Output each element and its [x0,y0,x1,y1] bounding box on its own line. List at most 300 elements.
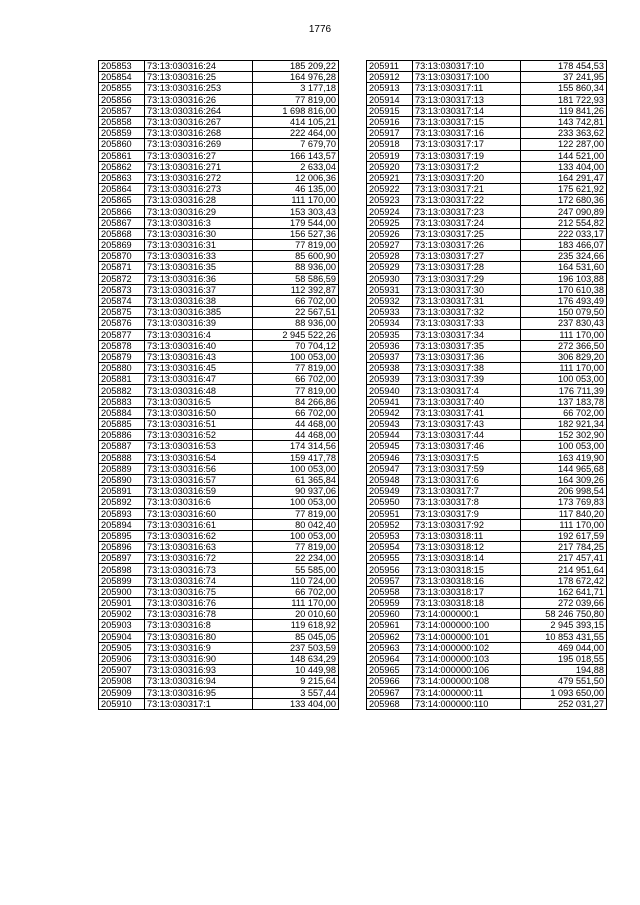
cadastral-number-cell: 73:13:030316:8 [145,620,253,631]
row-number-cell: 205932 [367,295,413,306]
cadastral-number-cell: 73:13:030316:36 [145,273,253,284]
table-row [99,452,339,463]
table-row [99,441,339,452]
value-cell: 170 610,38 [521,284,607,295]
cadastral-number-cell: 73:13:030316:31 [145,240,253,251]
cadastral-number-cell: 73:13:030316:90 [145,653,253,664]
value-cell: 166 143,57 [253,150,339,161]
table-row [367,631,607,642]
table-row [99,340,339,351]
value-cell: 110 724,00 [253,575,339,586]
cadastral-number-cell: 73:13:030317:2 [413,161,521,172]
row-number-cell: 205943 [367,419,413,430]
value-cell: 152 302,90 [521,430,607,441]
table-row [367,653,607,664]
cadastral-number-cell: 73:13:030316:75 [145,586,253,597]
row-number-cell: 205897 [99,553,145,564]
table-row [367,698,607,709]
value-cell: 77 819,00 [253,542,339,553]
cadastral-number-cell: 73:13:030316:61 [145,519,253,530]
table-row [367,396,607,407]
table-row [367,161,607,172]
cadastral-number-cell: 73:13:030317:13 [413,94,521,105]
table-row [367,452,607,463]
value-cell: 44 468,00 [253,419,339,430]
table-row [367,251,607,262]
row-number-cell: 205853 [99,61,145,72]
table-row [367,94,607,105]
row-number-cell: 205941 [367,396,413,407]
cadastral-number-cell: 73:13:030317:20 [413,172,521,183]
value-cell: 66 702,00 [253,295,339,306]
table-row [99,206,339,217]
table-row [367,262,607,273]
row-number-cell: 205862 [99,161,145,172]
value-cell: 12 006,36 [253,172,339,183]
cadastral-number-cell: 73:13:030317:34 [413,329,521,340]
value-cell: 100 053,00 [521,441,607,452]
cadastral-number-cell: 73:14:000000:101 [413,631,521,642]
table-row [99,609,339,620]
row-number-cell: 205868 [99,228,145,239]
cadastral-number-cell: 73:13:030316:264 [145,105,253,116]
table-row [367,228,607,239]
cadastral-number-cell: 73:14:000000:106 [413,665,521,676]
cadastral-number-cell: 73:13:030316:48 [145,385,253,396]
table-row [367,687,607,698]
table-row [367,575,607,586]
table-row [99,161,339,172]
row-number-cell: 205967 [367,687,413,698]
cadastral-number-cell: 73:13:030316:45 [145,363,253,374]
cadastral-number-cell: 73:13:030317:35 [413,340,521,351]
value-cell: 137 183,78 [521,396,607,407]
row-number-cell: 205924 [367,206,413,217]
table-row [367,340,607,351]
table-row [99,497,339,508]
cadastral-number-cell: 73:13:030316:267 [145,116,253,127]
value-cell: 3 177,18 [253,83,339,94]
table-row [99,508,339,519]
row-number-cell: 205869 [99,240,145,251]
row-number-cell: 205876 [99,318,145,329]
row-number-cell: 205901 [99,598,145,609]
value-cell: 212 554,82 [521,217,607,228]
table-row [367,139,607,150]
value-cell: 77 819,00 [253,385,339,396]
value-cell: 100 053,00 [253,351,339,362]
table-row [99,486,339,497]
row-number-cell: 205934 [367,318,413,329]
table-row [99,284,339,295]
row-number-cell: 205931 [367,284,413,295]
value-cell: 178 454,53 [521,61,607,72]
cadastral-number-cell: 73:14:000000:108 [413,676,521,687]
cadastral-number-cell: 73:13:030316:47 [145,374,253,385]
cadastral-number-cell: 73:13:030317:40 [413,396,521,407]
table-row [99,519,339,530]
value-cell: 237 503,59 [253,642,339,653]
value-cell: 10 853 431,55 [521,631,607,642]
cadastral-number-cell: 73:13:030317:31 [413,295,521,306]
row-number-cell: 205944 [367,430,413,441]
table-row [367,609,607,620]
row-number-cell: 205881 [99,374,145,385]
row-number-cell: 205946 [367,452,413,463]
value-cell: 164 976,28 [253,72,339,83]
value-cell: 164 309,26 [521,474,607,485]
value-cell: 156 527,36 [253,228,339,239]
row-number-cell: 205933 [367,307,413,318]
row-number-cell: 205882 [99,385,145,396]
value-cell: 150 079,50 [521,307,607,318]
row-number-cell: 205889 [99,463,145,474]
row-number-cell: 205968 [367,698,413,709]
value-cell: 88 936,00 [253,318,339,329]
cadastral-number-cell: 73:13:030316:30 [145,228,253,239]
value-cell: 22 567,51 [253,307,339,318]
row-number-cell: 205918 [367,139,413,150]
row-number-cell: 205898 [99,564,145,575]
row-number-cell: 205885 [99,419,145,430]
cadastral-number-cell: 73:13:030318:11 [413,530,521,541]
table-row [367,441,607,452]
row-number-cell: 205962 [367,631,413,642]
table-row [99,72,339,83]
value-cell: 1 698 816,00 [253,105,339,116]
cadastral-number-cell: 73:13:030316:80 [145,631,253,642]
cadastral-number-cell: 73:13:030317:23 [413,206,521,217]
row-number-cell: 205930 [367,273,413,284]
cadastral-number-cell: 73:13:030316:59 [145,486,253,497]
table-row [367,407,607,418]
value-cell: 100 053,00 [253,463,339,474]
cadastral-number-cell: 73:13:030317:33 [413,318,521,329]
value-cell: 2 945 393,15 [521,620,607,631]
cadastral-number-cell: 73:13:030316:33 [145,251,253,262]
row-number-cell: 205867 [99,217,145,228]
table-row [99,318,339,329]
table-row [99,542,339,553]
value-cell: 2 945 522,26 [253,329,339,340]
row-number-cell: 205953 [367,530,413,541]
value-cell: 85 600,90 [253,251,339,262]
cadastral-number-cell: 73:13:030316:26 [145,94,253,105]
table-row [99,553,339,564]
table-row [367,665,607,676]
table-row [99,385,339,396]
row-number-cell: 205942 [367,407,413,418]
value-cell: 77 819,00 [253,94,339,105]
value-cell: 66 702,00 [253,407,339,418]
row-number-cell: 205950 [367,497,413,508]
row-number-cell: 205893 [99,508,145,519]
cadastral-number-cell: 73:13:030316:54 [145,452,253,463]
value-cell: 174 314,56 [253,441,339,452]
row-number-cell: 205959 [367,598,413,609]
value-cell: 178 672,42 [521,575,607,586]
value-cell: 155 860,34 [521,83,607,94]
cadastral-number-cell: 73:14:000000:1 [413,609,521,620]
table-row [367,150,607,161]
page-number: 1776 [308,24,332,35]
value-cell: 144 965,68 [521,463,607,474]
value-cell: 22 234,00 [253,553,339,564]
value-cell: 176 711,39 [521,385,607,396]
value-cell: 44 468,00 [253,430,339,441]
table-row [367,61,607,72]
table-row [367,676,607,687]
cadastral-number-cell: 73:13:030316:253 [145,83,253,94]
value-cell: 80 042,40 [253,519,339,530]
row-number-cell: 205927 [367,240,413,251]
value-cell: 77 819,00 [253,240,339,251]
value-cell: 133 404,00 [521,161,607,172]
cadastral-number-cell: 73:13:030317:27 [413,251,521,262]
row-number-cell: 205929 [367,262,413,273]
table-row [99,150,339,161]
row-number-cell: 205965 [367,665,413,676]
cadastral-number-cell: 73:13:030317:15 [413,116,521,127]
row-number-cell: 205904 [99,631,145,642]
table-row [99,240,339,251]
row-number-cell: 205913 [367,83,413,94]
cadastral-number-cell: 73:13:030316:73 [145,564,253,575]
cadastral-number-cell: 73:13:030317:28 [413,262,521,273]
row-number-cell: 205854 [99,72,145,83]
table-row [99,116,339,127]
row-number-cell: 205951 [367,508,413,519]
row-number-cell: 205857 [99,105,145,116]
row-number-cell: 205920 [367,161,413,172]
cadastral-number-cell: 73:13:030317:38 [413,363,521,374]
row-number-cell: 205940 [367,385,413,396]
cadastral-number-cell: 73:13:030316:95 [145,687,253,698]
value-cell: 133 404,00 [253,698,339,709]
table-row [99,698,339,709]
cadastral-number-cell: 73:14:000000:100 [413,620,521,631]
row-number-cell: 205952 [367,519,413,530]
cadastral-number-cell: 73:13:030316:272 [145,172,253,183]
value-cell: 100 053,00 [253,530,339,541]
cadastral-number-cell: 73:13:030318:15 [413,564,521,575]
cadastral-number-cell: 73:14:000000:103 [413,653,521,664]
table-row [99,273,339,284]
row-number-cell: 205860 [99,139,145,150]
right-table-body [367,61,607,710]
value-cell: 235 324,66 [521,251,607,262]
value-cell: 66 702,00 [253,374,339,385]
table-row [367,508,607,519]
cadastral-number-cell: 73:13:030316:25 [145,72,253,83]
row-number-cell: 205954 [367,542,413,553]
row-number-cell: 205878 [99,340,145,351]
left-table [98,60,339,710]
table-row [367,206,607,217]
cadastral-number-cell: 73:13:030318:14 [413,553,521,564]
row-number-cell: 205895 [99,530,145,541]
table-row [99,251,339,262]
value-cell: 20 010,60 [253,609,339,620]
row-number-cell: 205865 [99,195,145,206]
table-row [367,642,607,653]
table-row [99,575,339,586]
row-number-cell: 205910 [99,698,145,709]
row-number-cell: 205907 [99,665,145,676]
row-number-cell: 205911 [367,61,413,72]
cadastral-number-cell: 73:13:030317:7 [413,486,521,497]
value-cell: 111 170,00 [521,363,607,374]
table-row [99,61,339,72]
row-number-cell: 205917 [367,128,413,139]
value-cell: 206 998,54 [521,486,607,497]
value-cell: 217 457,41 [521,553,607,564]
cadastral-number-cell: 73:13:030318:18 [413,598,521,609]
value-cell: 117 840,20 [521,508,607,519]
cadastral-number-cell: 73:13:030317:59 [413,463,521,474]
row-number-cell: 205890 [99,474,145,485]
value-cell: 195 018,55 [521,653,607,664]
table-row [367,564,607,575]
value-cell: 111 170,00 [253,598,339,609]
cadastral-number-cell: 73:13:030316:74 [145,575,253,586]
value-cell: 173 769,83 [521,497,607,508]
row-number-cell: 205937 [367,351,413,362]
table-row [99,374,339,385]
cadastral-number-cell: 73:13:030317:4 [413,385,521,396]
value-cell: 252 031,27 [521,698,607,709]
row-number-cell: 205928 [367,251,413,262]
row-number-cell: 205909 [99,687,145,698]
table-row [367,486,607,497]
value-cell: 46 135,00 [253,184,339,195]
cadastral-number-cell: 73:13:030317:1 [145,698,253,709]
row-number-cell: 205863 [99,172,145,183]
row-number-cell: 205935 [367,329,413,340]
cadastral-number-cell: 73:13:030317:92 [413,519,521,530]
cadastral-number-cell: 73:13:030316:35 [145,262,253,273]
value-cell: 7 679,70 [253,139,339,150]
table-row [367,284,607,295]
value-cell: 84 266,86 [253,396,339,407]
table-row [367,172,607,183]
cadastral-number-cell: 73:13:030316:78 [145,609,253,620]
cadastral-number-cell: 73:13:030316:29 [145,206,253,217]
table-row [99,351,339,362]
value-cell: 182 921,34 [521,419,607,430]
cadastral-number-cell: 73:13:030317:36 [413,351,521,362]
value-cell: 77 819,00 [253,363,339,374]
value-cell: 192 617,59 [521,530,607,541]
value-cell: 148 634,29 [253,653,339,664]
cadastral-number-cell: 73:13:030316:273 [145,184,253,195]
table-row [367,374,607,385]
table-row [99,598,339,609]
cadastral-number-cell: 73:13:030316:60 [145,508,253,519]
value-cell: 61 365,84 [253,474,339,485]
row-number-cell: 205921 [367,172,413,183]
cadastral-number-cell: 73:13:030317:24 [413,217,521,228]
value-cell: 88 936,00 [253,262,339,273]
row-number-cell: 205899 [99,575,145,586]
cadastral-number-cell: 73:14:000000:11 [413,687,521,698]
table-row [367,474,607,485]
table-row [99,463,339,474]
cadastral-number-cell: 73:13:030316:40 [145,340,253,351]
cadastral-number-cell: 73:13:030316:38 [145,295,253,306]
value-cell: 119 841,26 [521,105,607,116]
row-number-cell: 205879 [99,351,145,362]
table-row [367,497,607,508]
row-number-cell: 205870 [99,251,145,262]
value-cell: 194,88 [521,665,607,676]
value-cell: 306 829,20 [521,351,607,362]
value-cell: 100 053,00 [521,374,607,385]
row-number-cell: 205886 [99,430,145,441]
row-number-cell: 205939 [367,374,413,385]
table-row [99,262,339,273]
table-row [99,530,339,541]
cadastral-number-cell: 73:13:030316:269 [145,139,253,150]
value-cell: 111 170,00 [521,519,607,530]
row-number-cell: 205891 [99,486,145,497]
row-number-cell: 205916 [367,116,413,127]
cadastral-number-cell: 73:13:030316:62 [145,530,253,541]
value-cell: 175 621,92 [521,184,607,195]
cadastral-number-cell: 73:13:030316:385 [145,307,253,318]
row-number-cell: 205926 [367,228,413,239]
value-cell: 414 105,21 [253,116,339,127]
row-number-cell: 205892 [99,497,145,508]
value-cell: 58 246 750,80 [521,609,607,620]
value-cell: 181 722,93 [521,94,607,105]
table-row [367,128,607,139]
row-number-cell: 205905 [99,642,145,653]
row-number-cell: 205872 [99,273,145,284]
value-cell: 222 464,00 [253,128,339,139]
table-row [99,228,339,239]
table-row [367,72,607,83]
cadastral-number-cell: 73:13:030317:5 [413,452,521,463]
table-row [99,217,339,228]
value-cell: 153 303,43 [253,206,339,217]
value-cell: 122 287,00 [521,139,607,150]
row-number-cell: 205919 [367,150,413,161]
cadastral-number-cell: 73:13:030316:50 [145,407,253,418]
table-row [99,687,339,698]
cadastral-number-cell: 73:13:030316:28 [145,195,253,206]
value-cell: 159 417,78 [253,452,339,463]
value-cell: 185 209,22 [253,61,339,72]
row-number-cell: 205908 [99,676,145,687]
row-number-cell: 205900 [99,586,145,597]
row-number-cell: 205859 [99,128,145,139]
cadastral-number-cell: 73:14:000000:110 [413,698,521,709]
cadastral-number-cell: 73:13:030317:19 [413,150,521,161]
cadastral-number-cell: 73:13:030316:24 [145,61,253,72]
value-cell: 143 742,81 [521,116,607,127]
table-row [99,586,339,597]
table-row [99,620,339,631]
cadastral-number-cell: 73:13:030317:41 [413,407,521,418]
table-row [367,217,607,228]
row-number-cell: 205958 [367,586,413,597]
row-number-cell: 205964 [367,653,413,664]
row-number-cell: 205861 [99,150,145,161]
row-number-cell: 205914 [367,94,413,105]
table-row [99,184,339,195]
cadastral-number-cell: 73:13:030316:9 [145,642,253,653]
